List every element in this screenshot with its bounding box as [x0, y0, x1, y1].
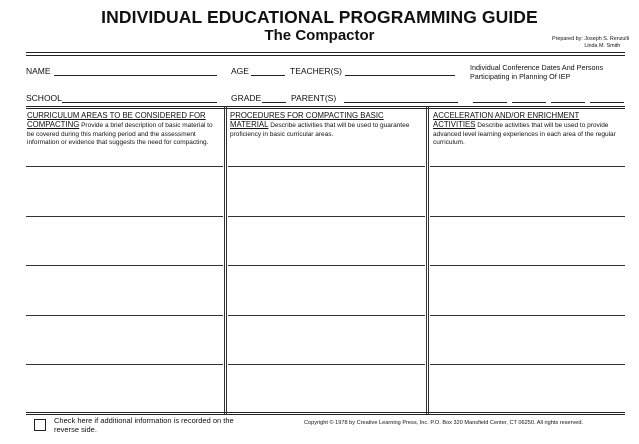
- table-row-line: [430, 364, 625, 365]
- conference-date-field[interactable]: [512, 102, 546, 103]
- column-description: Provide a brief description of basic material to be covered during this marking period and the assessment information or evidence that suggests the need for compacting.: [27, 122, 213, 146]
- column-divider: [428, 107, 429, 414]
- table-row-line: [228, 166, 425, 167]
- conference-date-field[interactable]: [473, 102, 507, 103]
- parent-label: PARENT(S): [291, 93, 337, 103]
- table-top-rule: [26, 106, 625, 107]
- table-row-line: [228, 315, 425, 316]
- age-field[interactable]: [251, 75, 285, 76]
- table-row-line: [26, 216, 223, 217]
- teacher-field[interactable]: [345, 75, 455, 76]
- column-divider: [224, 107, 225, 414]
- copyright-notice: Copyright © 1978 by Creative Learning Press, Inc. P.O. Box 320 Mansfield Center, CT 06250. All rights reserved.: [304, 420, 584, 426]
- column-description: Describe activities that will be used to provide advanced level learning experiences in each area of the regular curriculum.: [433, 122, 616, 146]
- column-heading: PROCEDURES FOR COMPACTING BASIC MATERIAL: [230, 111, 384, 130]
- column-header-acceleration: [433, 112, 623, 147]
- table-row-line: [430, 216, 625, 217]
- form-subtitle: The Compactor: [264, 27, 375, 44]
- column-description: Describe activities that will be used to guarantee proficiency in basic curricular areas.: [230, 122, 410, 138]
- table-row-line: [228, 216, 425, 217]
- conference-date-field[interactable]: [551, 102, 585, 103]
- table-row-line: [430, 166, 625, 167]
- form-title: INDIVIDUAL EDUCATIONAL PROGRAMMING GUIDE: [101, 7, 538, 27]
- column-divider: [226, 107, 227, 414]
- column-heading: ACCELERATION AND/OR ENRICHMENT ACTIVITIES: [433, 111, 580, 130]
- header-rule: [26, 52, 625, 53]
- name-label: NAME: [26, 66, 51, 76]
- prepared-by: [552, 36, 629, 50]
- header-rule: [26, 55, 625, 56]
- table-bottom-rule: [26, 412, 625, 413]
- prepared-by-names: [584, 36, 629, 50]
- table-row-line: [26, 265, 223, 266]
- table-row-line: [430, 315, 625, 316]
- conference-date-field[interactable]: [590, 102, 624, 103]
- table-row-line: [26, 364, 223, 365]
- table-bottom-rule: [26, 414, 625, 415]
- prepared-by-label: Prepared by:: [551, 36, 583, 42]
- conference-note: Individual Conference Dates And Persons Participating in Planning Of IEP: [470, 63, 604, 81]
- grade-field[interactable]: [262, 102, 286, 103]
- column-header-curriculum: [27, 112, 221, 147]
- table-row-line: [228, 265, 425, 266]
- checkbox-label: Check here if additional information is recorded on the reverse side.: [54, 416, 234, 434]
- reverse-side-checkbox[interactable]: [34, 419, 46, 431]
- table-row-line: [26, 166, 223, 167]
- column-heading: CURRICULUM AREAS TO BE CONSIDERED FOR COMPACTING: [27, 111, 206, 130]
- school-field[interactable]: [62, 102, 217, 103]
- table-row-line: [26, 315, 223, 316]
- column-divider: [426, 107, 427, 414]
- teacher-label: TEACHER(S): [290, 66, 342, 76]
- school-label: SCHOOL: [26, 93, 62, 103]
- column-header-procedures: [230, 112, 422, 139]
- table-top-rule: [26, 108, 625, 109]
- author-name: Linda M. Smith: [584, 43, 621, 49]
- parent-field[interactable]: [344, 102, 458, 103]
- table-row-line: [228, 364, 425, 365]
- table-row-line: [430, 265, 625, 266]
- age-label: AGE: [231, 66, 249, 76]
- grade-label: GRADE: [231, 93, 262, 103]
- author-name: Joseph S. Renzulli: [584, 36, 629, 42]
- name-field[interactable]: [54, 75, 217, 76]
